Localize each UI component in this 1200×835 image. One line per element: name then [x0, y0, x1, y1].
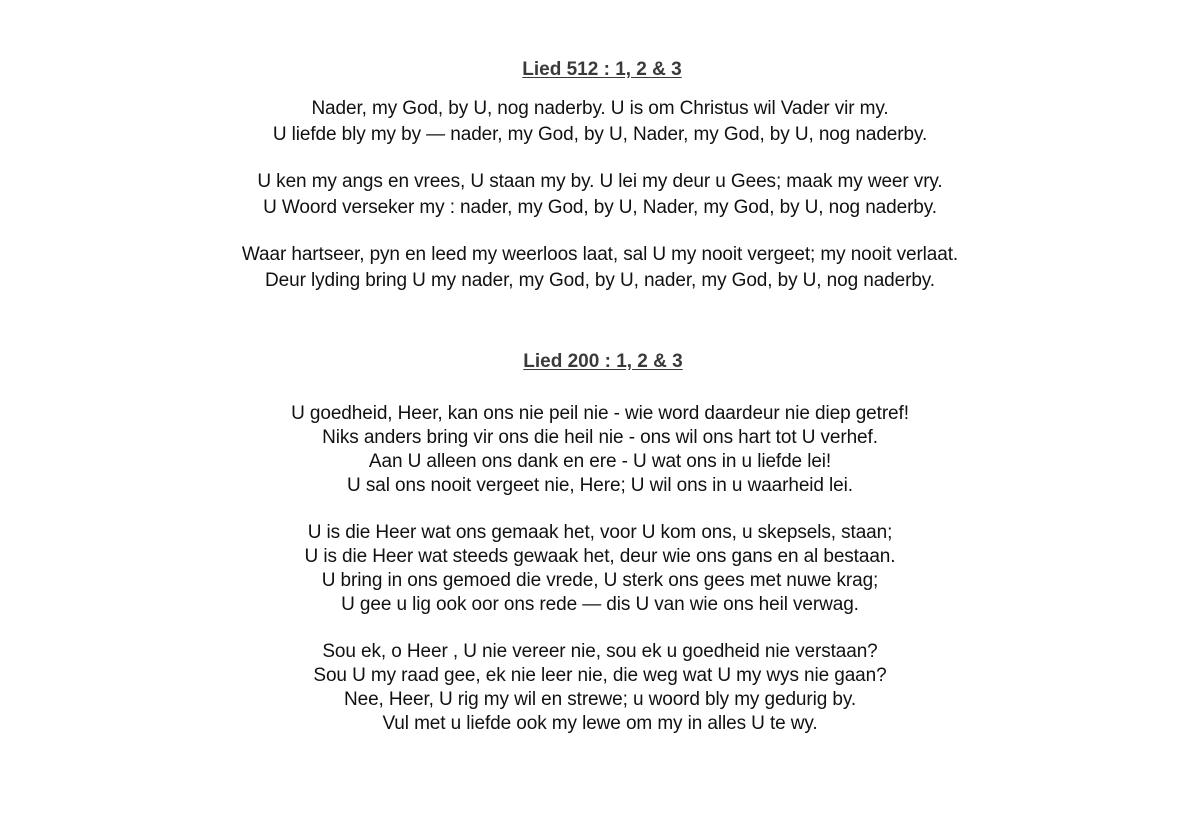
lyric-line: U bring in ons gemoed die vrede, U sterk ons gees met nuwe krag;	[321, 570, 879, 591]
song-title: Lied 512 : 1, 2 & 3	[522, 59, 682, 80]
lyric-line: Nee, Heer, U rig my wil en strewe; u woord bly my gedurig by.	[343, 689, 857, 710]
lyric-line: U liefde bly my by — nader, my God, by U, Nader, my God, by U, nog naderby.	[272, 124, 928, 145]
lyric-line: Vul met u liefde ook my lewe om my in alles U te wy.	[382, 713, 818, 734]
lyric-line: U goedheid, Heer, kan ons nie peil nie - wie word daardeur nie diep getref!	[291, 403, 909, 424]
stanza-list	[0, 96, 1200, 294]
lyric-line: Sou ek, o Heer , U nie vereer nie, sou ek u goedheid nie verstaan?	[322, 641, 878, 662]
lyric-line: Nader, my God, by U, nog naderby. U is om Christus wil Vader vir my.	[311, 98, 889, 119]
lyric-line: U ken my angs en vrees, U staan my by. U lei my deur u Gees; maak my weer vry.	[257, 171, 943, 192]
lyric-line: Sou U my raad gee, ek nie leer nie, die weg wat U my wys nie gaan?	[313, 665, 887, 686]
lyric-line: U is die Heer wat ons gemaak het, voor U kom ons, u skepsels, staan;	[307, 522, 893, 543]
song-lied-512	[0, 58, 1200, 315]
lyric-line: U gee u lig ook oor ons rede — dis U van wie ons heil verwag.	[341, 594, 859, 615]
lyric-line: Waar hartseer, pyn en leed my weerloos laat, sal U my nooit vergeet; my nooit verlaat.	[241, 244, 959, 265]
song-title: Lied 200 : 1, 2 & 3	[523, 351, 683, 372]
lyric-line: U is die Heer wat steeds gewaak het, deur wie ons gans en al bestaan.	[304, 546, 896, 567]
stanza-1	[0, 96, 1200, 148]
stanza-2	[0, 169, 1200, 221]
stanza-1	[0, 402, 1200, 498]
lyric-line: Deur lyding bring U my nader, my God, by U, nader, my God, by U, nog naderby.	[265, 270, 935, 291]
lyric-line: Niks anders bring vir ons die heil nie - ons wil ons hart tot U verhef.	[322, 427, 878, 448]
lyric-line: Aan U alleen ons dank en ere - U wat ons in u liefde lei!	[368, 451, 832, 472]
stanza-2	[0, 521, 1200, 617]
stanza-3	[0, 242, 1200, 294]
lyric-line: U sal ons nooit vergeet nie, Here; U wil ons in u waarheid lei.	[347, 475, 853, 496]
stanza-3	[0, 640, 1200, 736]
song-lied-200	[0, 350, 1200, 759]
stanza-list	[0, 402, 1200, 736]
lyric-line: U Woord verseker my : nader, my God, by U, Nader, my God, by U, nog naderby.	[263, 197, 937, 218]
